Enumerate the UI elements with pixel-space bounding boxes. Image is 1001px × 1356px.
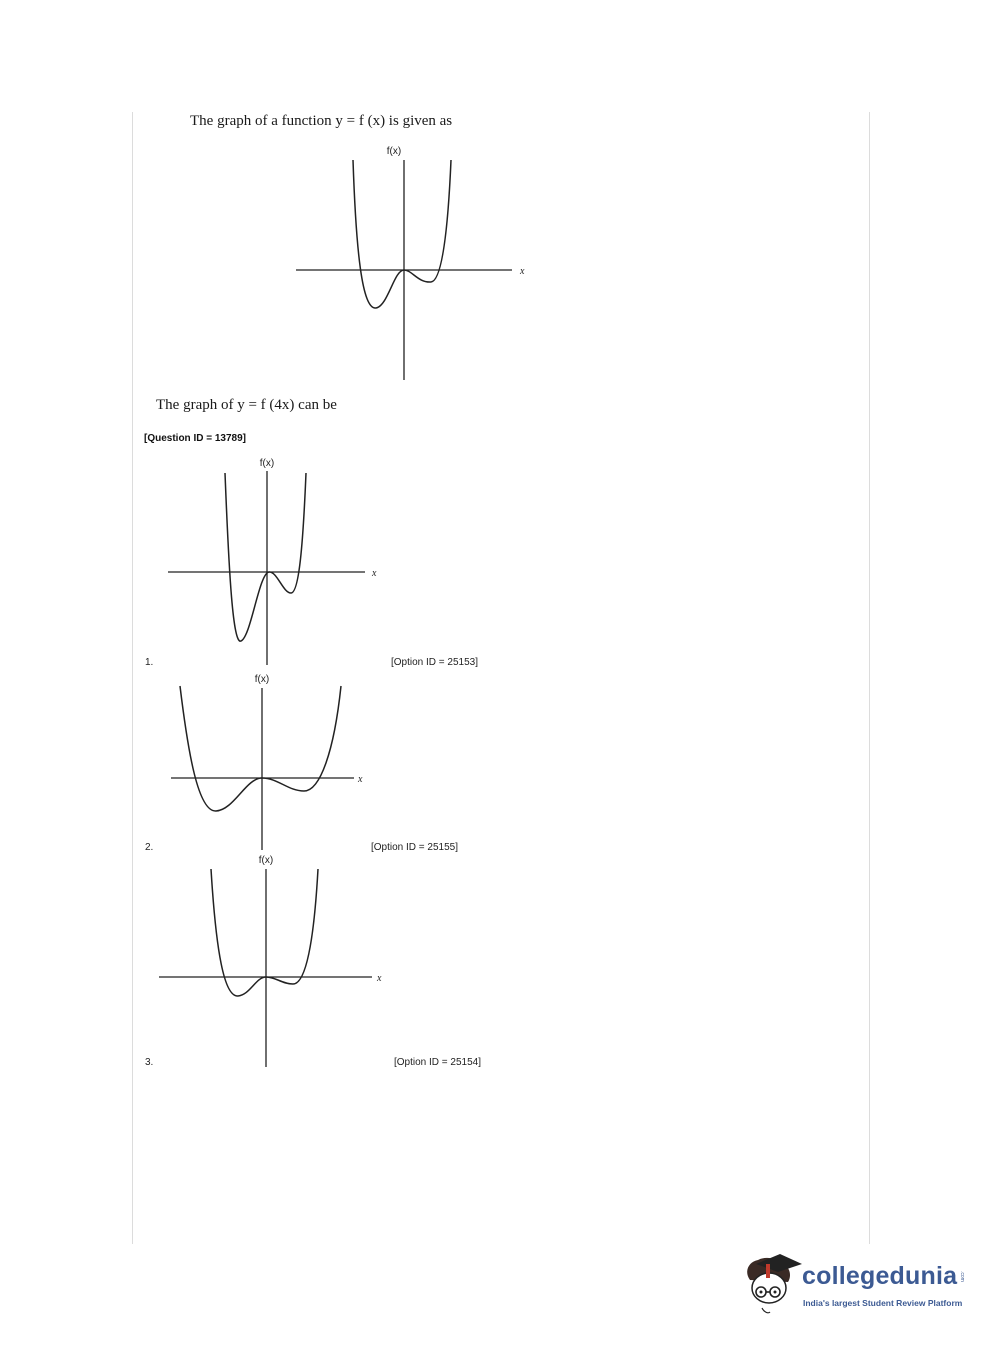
option-2-number: 2. (145, 842, 154, 853)
question-id: [Question ID = 13789] (144, 433, 246, 444)
option-2-graph (168, 672, 373, 852)
x-axis-label: x (358, 774, 363, 785)
brand-tagline: India's largest Student Review Platform (803, 1298, 963, 1308)
brand-domain-suffix: .com (959, 1271, 965, 1282)
option-1-graph (165, 455, 390, 667)
brand-name: collegedunia (802, 1262, 958, 1290)
option-2-id: [Option ID = 25155] (371, 842, 459, 853)
y-axis-label: f(x) (254, 674, 270, 685)
y-axis-label: f(x) (386, 146, 402, 157)
option-1-id: [Option ID = 25153] (391, 657, 479, 668)
left-margin-rule (132, 112, 133, 1244)
function-curve (353, 160, 451, 308)
question-graph (290, 140, 530, 385)
option-1-number: 1. (145, 657, 154, 668)
x-axis-label: x (372, 568, 377, 579)
question-prompt: The graph of y = f (4x) can be (156, 397, 337, 413)
right-margin-rule (869, 112, 870, 1244)
x-axis-label: x (377, 973, 382, 984)
y-axis-label: f(x) (259, 458, 275, 469)
y-axis-label: f(x) (258, 855, 274, 866)
x-axis-label: x (520, 266, 525, 277)
function-curve (225, 473, 306, 641)
question-stem: The graph of a function y = f (x) is given as (190, 113, 453, 129)
option-3-graph (156, 851, 391, 1069)
collegedunia-logo-icon (742, 1250, 804, 1320)
option-3-number: 3. (145, 1057, 154, 1068)
function-curve (180, 686, 341, 811)
option-3-id: [Option ID = 25154] (394, 1057, 482, 1068)
